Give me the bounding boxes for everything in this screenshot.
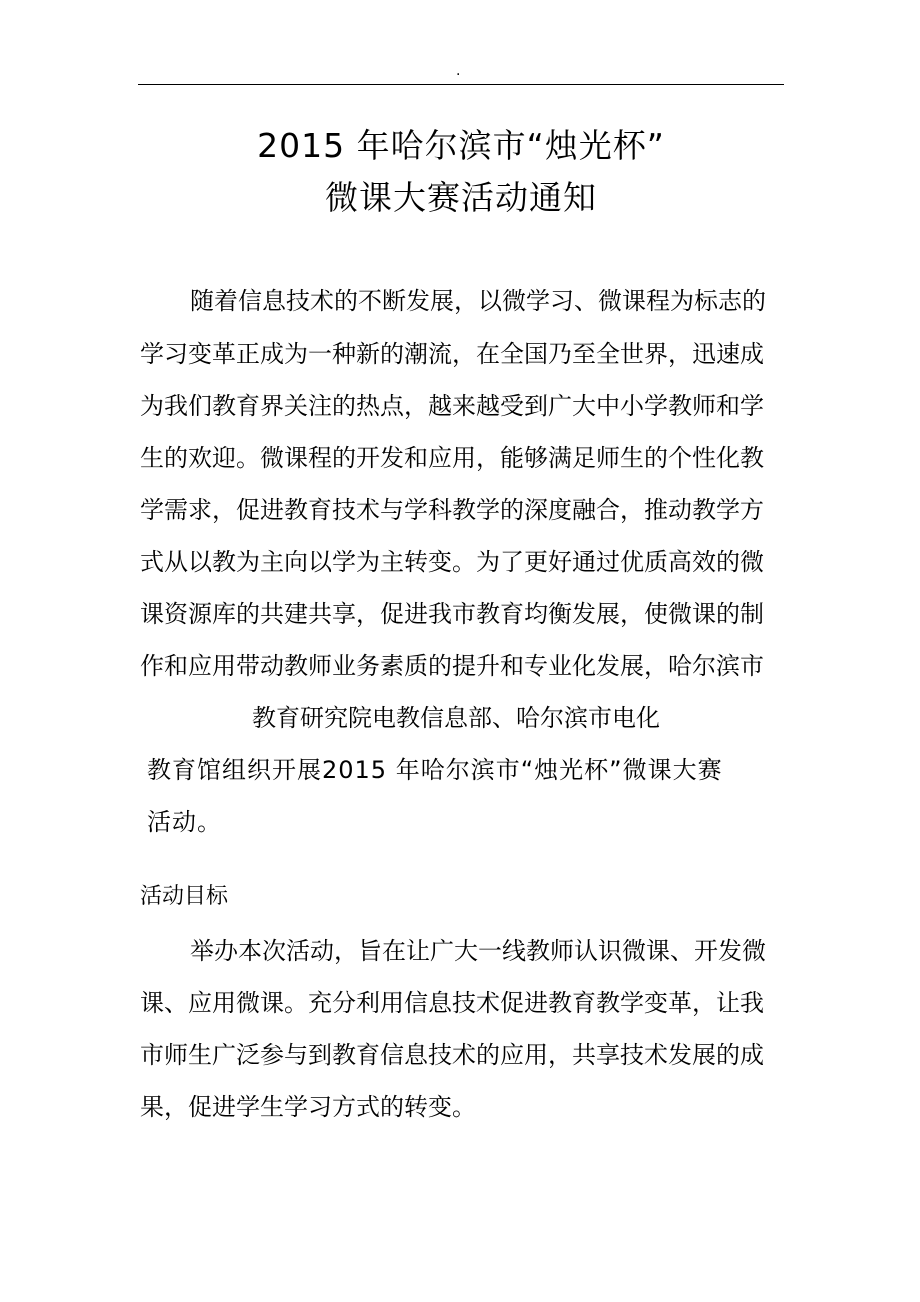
paragraph-line: 课资源库的共建共享，促进我市教育均衡发展，使微课的制 [140, 600, 764, 628]
paragraph-line: 为我们教育界关注的热点，越来越受到广大中小学教师和学 [140, 392, 764, 420]
paragraph-line: 生的欢迎。微课程的开发和应用，能够满足师生的个性化教 [140, 444, 764, 472]
document-title-line-2: 微课大赛活动通知 [325, 178, 597, 217]
paragraph-line: 市师生广泛参与到教育信息技术的应用，共享技术发展的成 [140, 1041, 764, 1069]
document-title-line-1: 2015 年哈尔滨市“烛光杯” [257, 126, 665, 165]
paragraph-line: 果，促进学生学习方式的转变。 [140, 1093, 476, 1121]
header-rule [138, 84, 784, 85]
paragraph-line: 学需求，促进教育技术与学科教学的深度融合，推动教学方 [140, 496, 764, 524]
header-mark: . [456, 63, 461, 79]
paragraph-line: 教育研究院电教信息部、哈尔滨市电化 [252, 704, 660, 732]
paragraph-line: 学习变革正成为一种新的潮流，在全国乃至全世界，迅速成 [140, 340, 764, 368]
paragraph-line: 教育馆组织开展2015 年哈尔滨市“烛光杯”微课大赛 [147, 756, 723, 784]
paragraph-line: 活动。 [147, 808, 222, 836]
paragraph-line: 课、应用微课。充分利用信息技术促进教育教学变革，让我 [140, 989, 764, 1017]
section-heading-goal: 活动目标 [140, 884, 229, 909]
paragraph-line: 随着信息技术的不断发展，以微学习、微课程为标志的 [190, 287, 766, 315]
paragraph-line: 式从以教为主向以学为主转变。为了更好通过优质高效的微 [140, 548, 764, 576]
paragraph-line: 作和应用带动教师业务素质的提升和专业化发展，哈尔滨市 [140, 652, 764, 680]
paragraph-line: 举办本次活动，旨在让广大一线教师认识微课、开发微 [190, 937, 766, 965]
